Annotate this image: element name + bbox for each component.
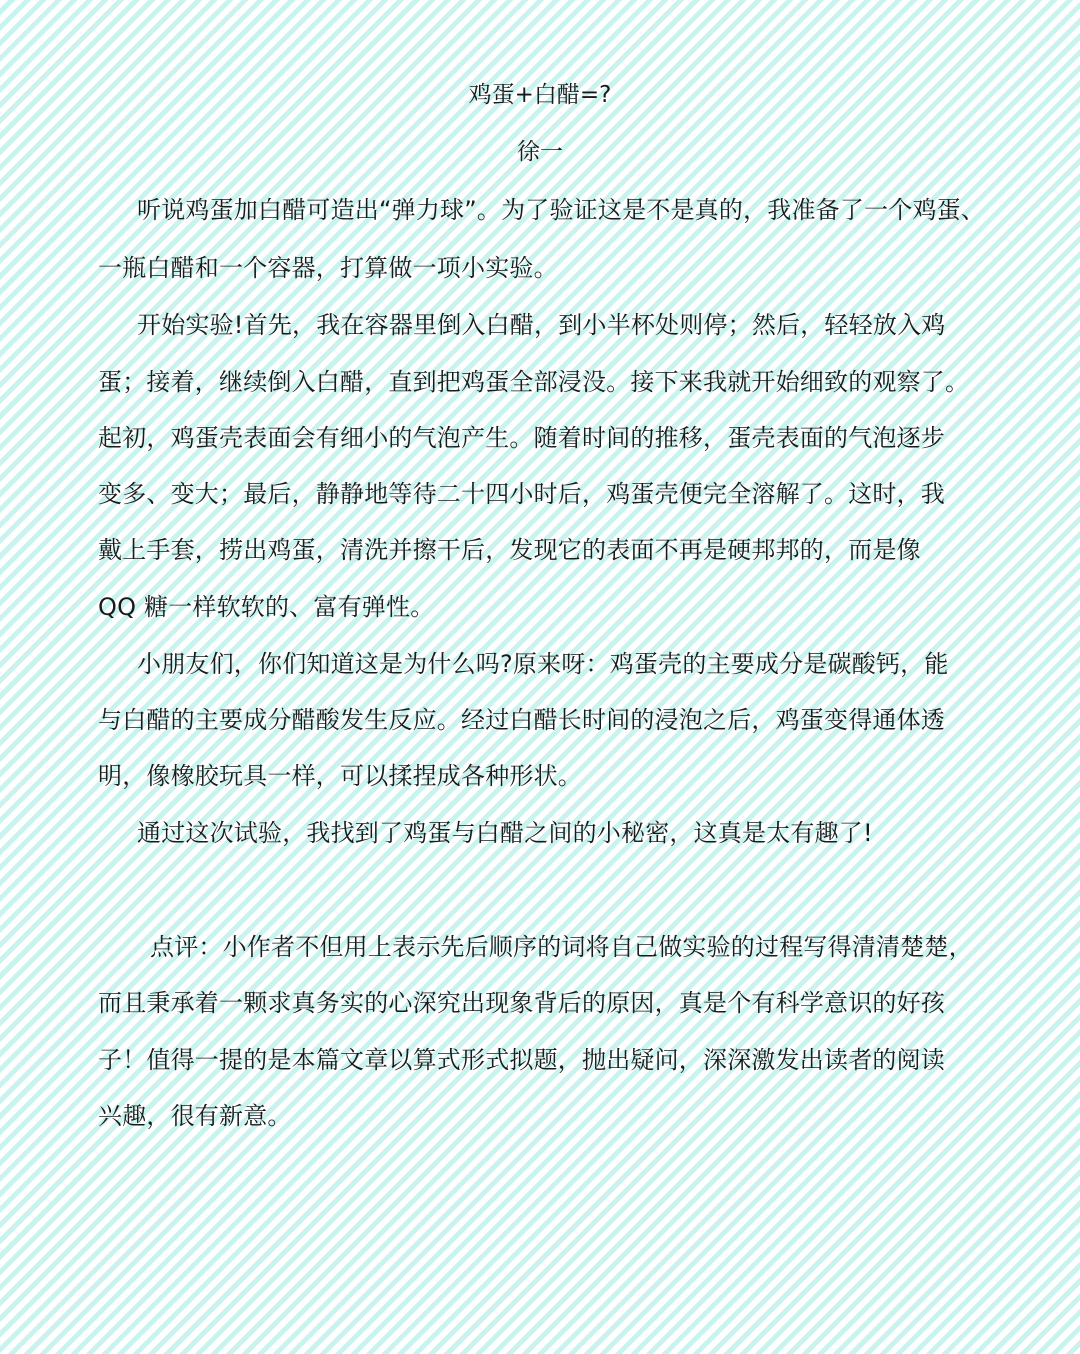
text-line: 听说鸡蛋加白醋可造出“弹力球”。为了验证这是不是真的，我准备了一个鸡蛋、	[137, 196, 986, 224]
document-title: 鸡蛋+白醋=?	[468, 82, 612, 108]
text-line: 变多、变大；最后，静静地等待二十四小时后，鸡蛋壳便完全溶解了。这时，我	[98, 480, 945, 508]
comment-line: 而且秉承着一颗求真务实的心深究出现象背后的原因，真是个有科学意识的好孩	[98, 989, 945, 1017]
text-line: 与白醋的主要成分醋酸发生反应。经过白醋长时间的浸泡之后，鸡蛋变得通体透	[98, 706, 945, 734]
comment-line: 兴趣，很有新意。	[98, 1102, 292, 1130]
comment-line: 点评：小作者不但用上表示先后顺序的词将自己做实验的过程写得清清楚楚，	[150, 933, 973, 961]
text-line: 通过这次试验，我找到了鸡蛋与白醋之间的小秘密，这真是太有趣了!	[137, 819, 873, 847]
comment-line: 子！值得一提的是本篇文章以算式形式拟题，抛出疑问，深深激发出读者的阅读	[98, 1046, 945, 1074]
author-name: 徐一	[517, 139, 563, 165]
text-line: 明，像橡胶玩具一样，可以揉捏成各种形状。	[98, 762, 582, 790]
text-line: QQ 糖一样软软的、富有弹性。	[98, 593, 435, 621]
text-line: 戴上手套，捞出鸡蛋，清洗并擦干后，发现它的表面不再是硬邦邦的，而是像	[98, 536, 921, 564]
text-line: 起初，鸡蛋壳表面会有细小的气泡产生。随着时间的推移，蛋壳表面的气泡逐步	[98, 424, 945, 452]
text-line: 蛋；接着，继续倒入白醋，直到把鸡蛋全部浸没。接下来我就开始细致的观察了。	[98, 368, 970, 396]
text-line: 一瓶白醋和一个容器，打算做一项小实验。	[98, 254, 558, 282]
text-line: 小朋友们，你们知道这是为什么吗?原来呀：鸡蛋壳的主要成分是碳酸钙，能	[137, 650, 949, 678]
text-line: 开始实验!首先，我在容器里倒入白醋，到小半杯处则停；然后，轻轻放入鸡	[137, 311, 946, 339]
